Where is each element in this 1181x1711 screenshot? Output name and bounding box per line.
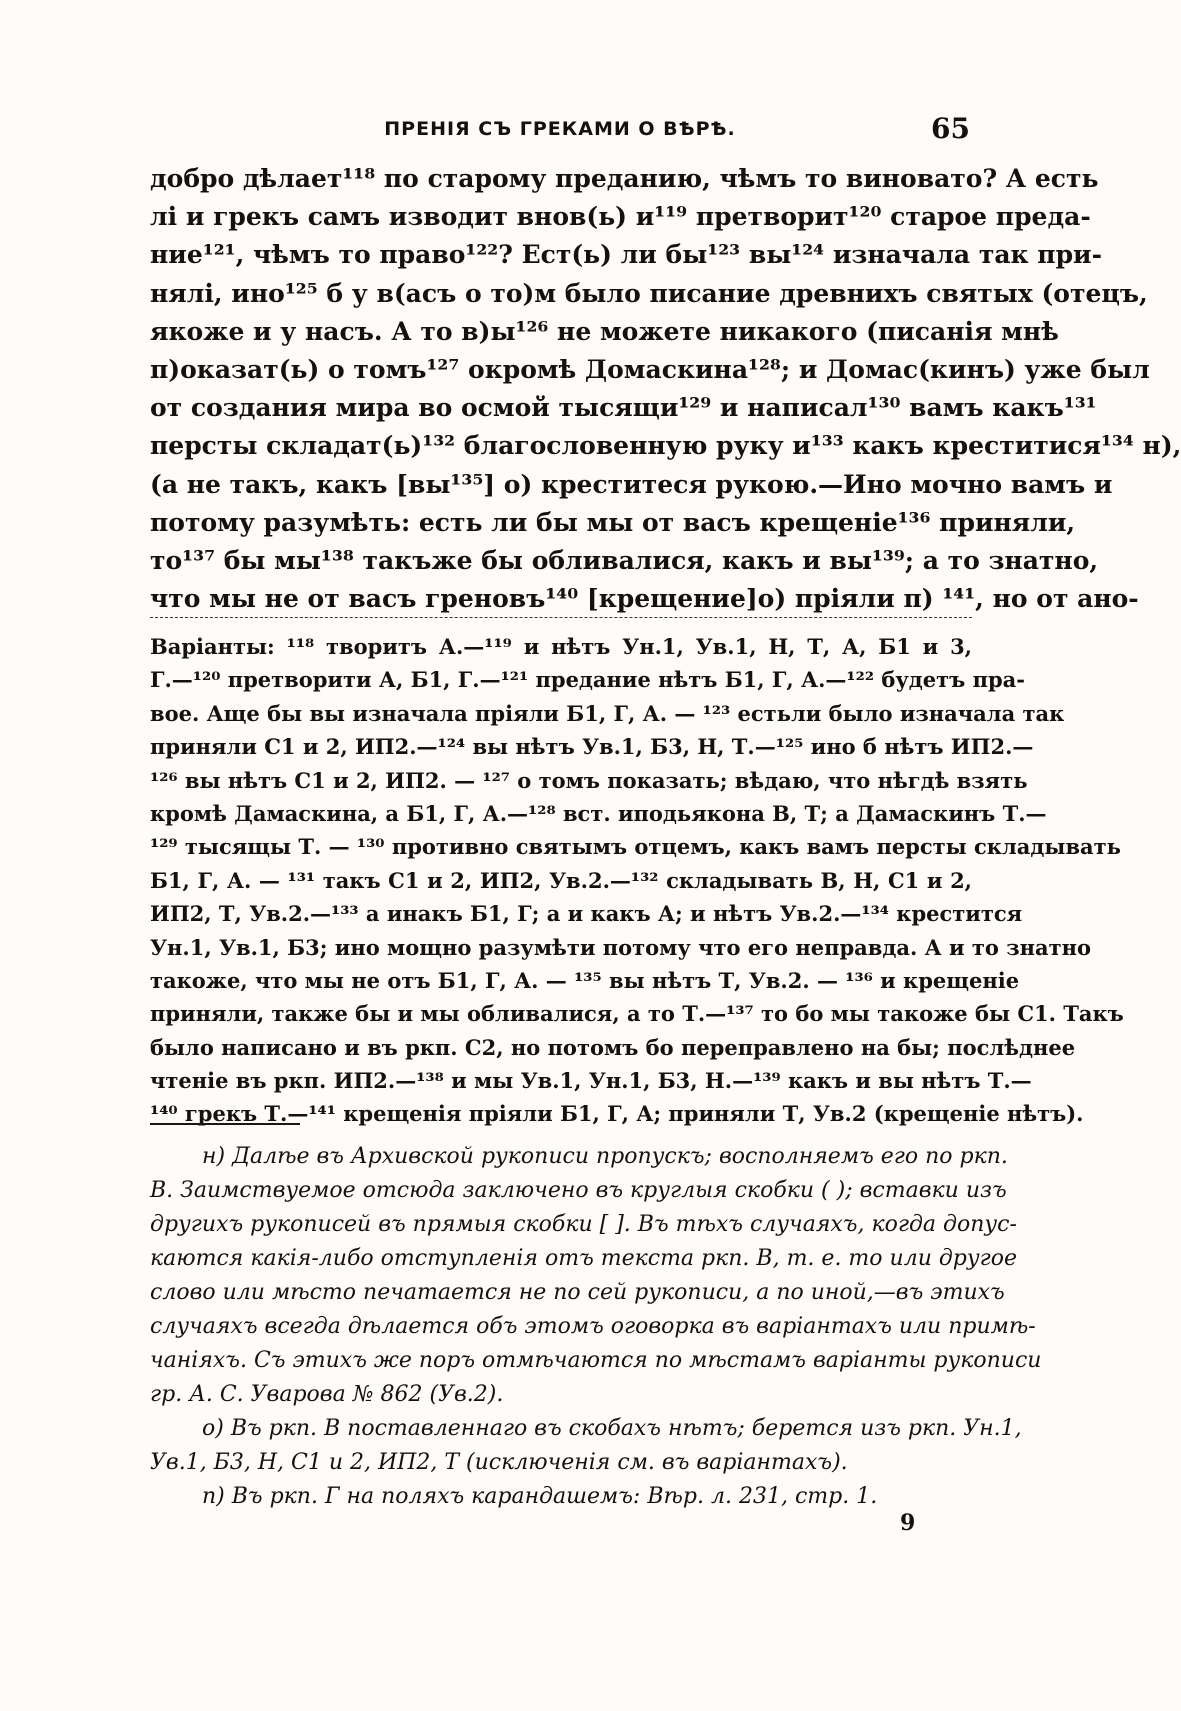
text-line: ние¹²¹, чѣмъ то право¹²²? Ест(ь) ли бы¹²³ вы¹²⁴ изначала так при- [150, 240, 1102, 270]
footnote-n-line: гр. А. С. Уварова № 862 (Ув.2). [150, 1382, 504, 1407]
text-line: что мы не от васъ греновъ¹⁴⁰ [крещение]о) пріяли п) ¹⁴¹, но от ано- [150, 584, 1139, 614]
footnote-o-line: Ув.1, Б3, Н, С1 и 2, ИП2, Т (исключенія см. въ варіантахъ). [150, 1450, 848, 1475]
footnote-rule [150, 1123, 300, 1125]
main-text [150, 160, 1181, 618]
text-line: от создания мира во осмой тысящи¹²⁹ и написал¹³⁰ вамъ какъ¹³¹ [150, 393, 1097, 423]
footnote-n-line: н) Далѣе въ Архивской рукописи пропускъ; восполняемъ его по ркп. [202, 1144, 1008, 1169]
variant-line: Варіанты: ¹¹⁸ творитъ А.—¹¹⁹ и нѣтъ Ун.1, Ув.1, Н, Т, А, Б1 и 3, [150, 634, 972, 659]
variant-line: Б1, Г, А. — ¹³¹ такъ С1 и 2, ИП2, Ув.2.—¹³² складывать В, Н, С1 и 2, [150, 867, 972, 893]
signature-mark: 9 [900, 1510, 916, 1536]
text-line: персты складат(ь)¹³² благословенную руку и¹³³ какъ креститися¹³⁴ н), [150, 431, 1181, 461]
text-line: лі и грекъ самъ изводит внов(ь) и¹¹⁹ претворит¹²⁰ старое преда- [150, 202, 1091, 232]
footnote-n-line: случаяхъ всегда дѣлается объ этомъ оговорка въ варіантахъ или примѣ- [150, 1314, 1036, 1339]
variant-line: Г.—¹²⁰ претворити А, Б1, Г.—¹²¹ предание нѣтъ Б1, Г, А.—¹²² будетъ пра- [150, 667, 1025, 693]
footnote-n-line: каются какія-либо отступленія отъ текста ркп. В, т. е. то или другое [150, 1246, 1018, 1271]
text-line: то¹³⁷ бы мы¹³⁸ такъже бы обливалися, какъ и вы¹³⁹; а то знатно, [150, 545, 1099, 575]
variant-line: вое. Аще бы вы изначала пріяли Б1, Г, А. — ¹²³ естьли было изначала так [150, 700, 1065, 726]
variants-divider [150, 617, 972, 618]
text-line: п)оказат(ь) о томъ¹²⁷ окромѣ Домаскина¹²⁸; и Домас(кинъ) уже был [150, 354, 1150, 384]
running-header [150, 112, 970, 152]
text-line: добро дѣлает¹¹⁸ по старому преданию, чѣмъ то виновато? А есть [150, 164, 1099, 193]
variant-line: Ун.1, Ув.1, Б3; ино мощно разумѣти потому что его неправда. А и то знатно [150, 934, 1091, 960]
variant-line: приняли С1 и 2, ИП2.—¹²⁴ вы нѣтъ Ув.1, Б3, Н, Т.—¹²⁵ ино б нѣтъ ИП2.— [150, 734, 1034, 760]
variant-line: чтеніе въ ркп. ИП2.—¹³⁸ и мы Ув.1, Ун.1, Б3, Н.—¹³⁹ какъ и вы нѣтъ Т.— [150, 1068, 1032, 1094]
variant-line: ИП2, Т, Ув.2.—¹³³ а инакъ Б1, Г; а и какъ А; и нѣтъ Ув.2.—¹³⁴ крестится [150, 901, 1023, 927]
footnote-p-line: п) Въ ркп. Г на поляхъ карандашемъ: Вѣр. л. 231, стр. 1. [202, 1484, 878, 1509]
variant-line: ¹²⁶ вы нѣтъ С1 и 2, ИП2. — ¹²⁷ о томъ показать; вѣдаю, что нѣгдѣ взять [150, 767, 1028, 793]
variant-line: кромѣ Дамаскина, а Б1, Г, А.—¹²⁸ вст. иподьякона В, Т; а Дамаскинъ Т.— [150, 800, 1047, 826]
footnote-n-line: чаніяхъ. Съ этихъ же поръ отмѣчаются по мѣстамъ варіанты рукописи [150, 1348, 1042, 1373]
page-number: 65 [931, 112, 970, 145]
text-line: потому разумѣть: есть ли бы мы от васъ крещеніе¹³⁶ приняли, [150, 507, 1076, 537]
variant-line: было написано и въ ркп. С2, но потомъ бо переправлено на бы; послѣднее [150, 1034, 1076, 1060]
variant-line: приняли, также бы и мы обливалися, а то Т.—¹³⁷ то бо мы такоже бы С1. Такъ [150, 1001, 1124, 1027]
footnotes [150, 1140, 1042, 1514]
variant-line: ¹²⁹ тысящы Т. — ¹³⁰ противно святымъ отцемъ, какъ вамъ персты складывать [150, 834, 1121, 860]
text-line: якоже и у насъ. А то в)ы¹²⁶ не можете никакого (писанія мнѣ [150, 316, 1059, 346]
footnote-n-line: В. Заимствуемое отсюда заключено въ круглыя скобки ( ); вставки изъ [150, 1178, 1007, 1203]
variants-apparatus [150, 630, 1124, 1131]
footnote-n-line: другихъ рукописей въ прямыя скобки [ ]. Въ тѣхъ случаяхъ, когда допус- [150, 1212, 1017, 1237]
footnote-n-line: слово или мѣсто печатается не по сей рукописи, а по иной,—въ этихъ [150, 1280, 1005, 1305]
running-title: ПРЕНІЯ СЪ ГРЕКАМИ О ВѢРѢ. [384, 118, 736, 140]
text-line: (а не такъ, какъ [вы¹³⁵] о) креститеся рукою.—Ино мочно вамъ и [150, 469, 1113, 499]
variant-line: ¹⁴⁰ грекъ Т.—¹⁴¹ крещенія пріяли Б1, Г, А; приняли Т, Ув.2 (крещеніе нѣтъ). [150, 1101, 1084, 1127]
footnote-o-line: о) Въ ркп. В поставленнаго въ скобахъ нѣтъ; берется изъ ркп. Ун.1, [202, 1416, 1022, 1441]
variant-line: такоже, что мы не отъ Б1, Г, А. — ¹³⁵ вы нѣтъ Т, Ув.2. — ¹³⁶ и крещеніе [150, 967, 1020, 993]
text-line: нялі, ино¹²⁵ б у в(асъ о то)м было писание древнихъ святых (отецъ, [150, 278, 1148, 308]
